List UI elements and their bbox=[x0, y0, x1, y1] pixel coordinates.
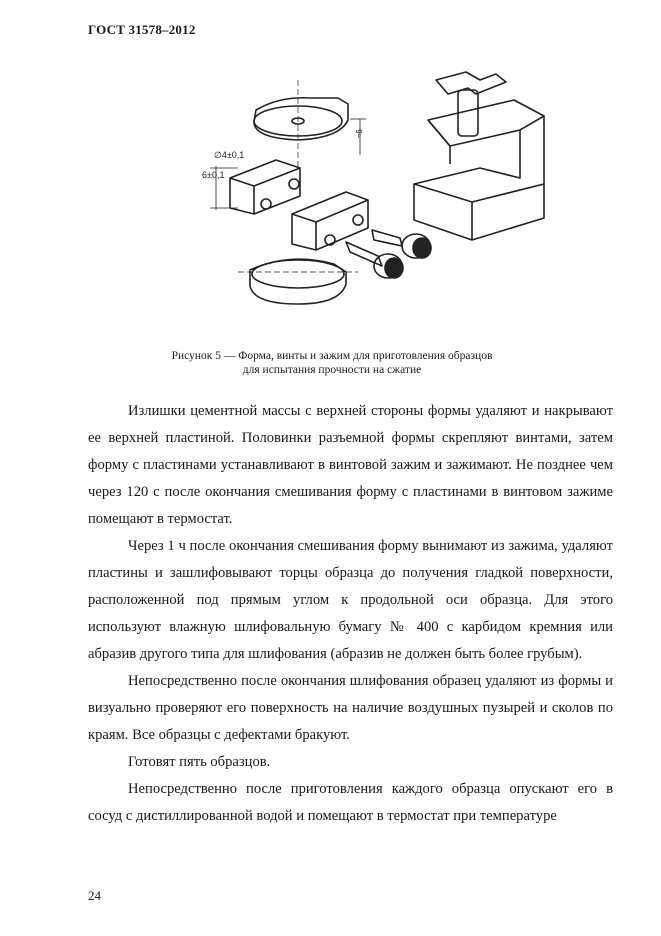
bottom-plate-drawing bbox=[238, 259, 358, 304]
paragraph: Через 1 ч после окончания смешивания форму вынимают из зажима, удаляют пластины и зашлифовывают торцы образца до получения гладкой поверхности, расположенной под прямым углом к продольной оси образца. Для этого используют влажную шлифовальную бумагу № 400 с карбидом кремния или абразив другого типа для шлифования (абразив не должен быть более грубым). bbox=[88, 538, 613, 662]
paragraph: Непосредственно после окончания шлифования образец удаляют из формы и визуально проверяют его поверхность на наличие воздушных пузырей и сколов по краям. Все образцы с дефектами бракуют. bbox=[88, 673, 613, 743]
figure-mold-screws-clamp bbox=[150, 60, 570, 340]
paragraph: Излишки цементной массы с верхней стороны формы удаляют и накрывают ее верхней пластиной. Половинки разъемной формы скрепляют винтами, затем форму с пластинами устанавливают в винтовой зажим и зажимают. Не позднее чем через 120 с после окончания смешивания форму с пластинами в винтовом зажиме помещают в термостат. bbox=[88, 403, 613, 527]
figure-caption-line2: для испытания прочности на сжатие bbox=[242, 364, 422, 376]
document-header: ГОСТ 31578–2012 bbox=[88, 22, 196, 37]
page-number: 24 bbox=[88, 888, 101, 903]
right-mold-half-drawing bbox=[292, 192, 368, 250]
dim-height-label: ≈6 bbox=[355, 129, 364, 138]
dim-width-label: 6±0,1 bbox=[202, 170, 225, 180]
paragraph: Готовят пять образцов. bbox=[128, 754, 271, 770]
body-text bbox=[88, 398, 613, 830]
screw-clamp-drawing bbox=[414, 72, 544, 240]
left-mold-half-drawing bbox=[210, 160, 300, 214]
screw-lower-drawing bbox=[346, 242, 403, 278]
dim-diameter-label: ∅4±0,1 bbox=[214, 150, 245, 160]
top-plate-drawing bbox=[254, 80, 366, 170]
screw-upper-drawing bbox=[372, 230, 431, 258]
figure-caption-line1: Рисунок 5 — Форма, винты и зажим для приготовления образцов bbox=[171, 350, 493, 362]
paragraph: Непосредственно после приготовления каждого образца опускают его в сосуд с дистиллированной водой и помещают в термостат при температуре bbox=[88, 781, 613, 824]
